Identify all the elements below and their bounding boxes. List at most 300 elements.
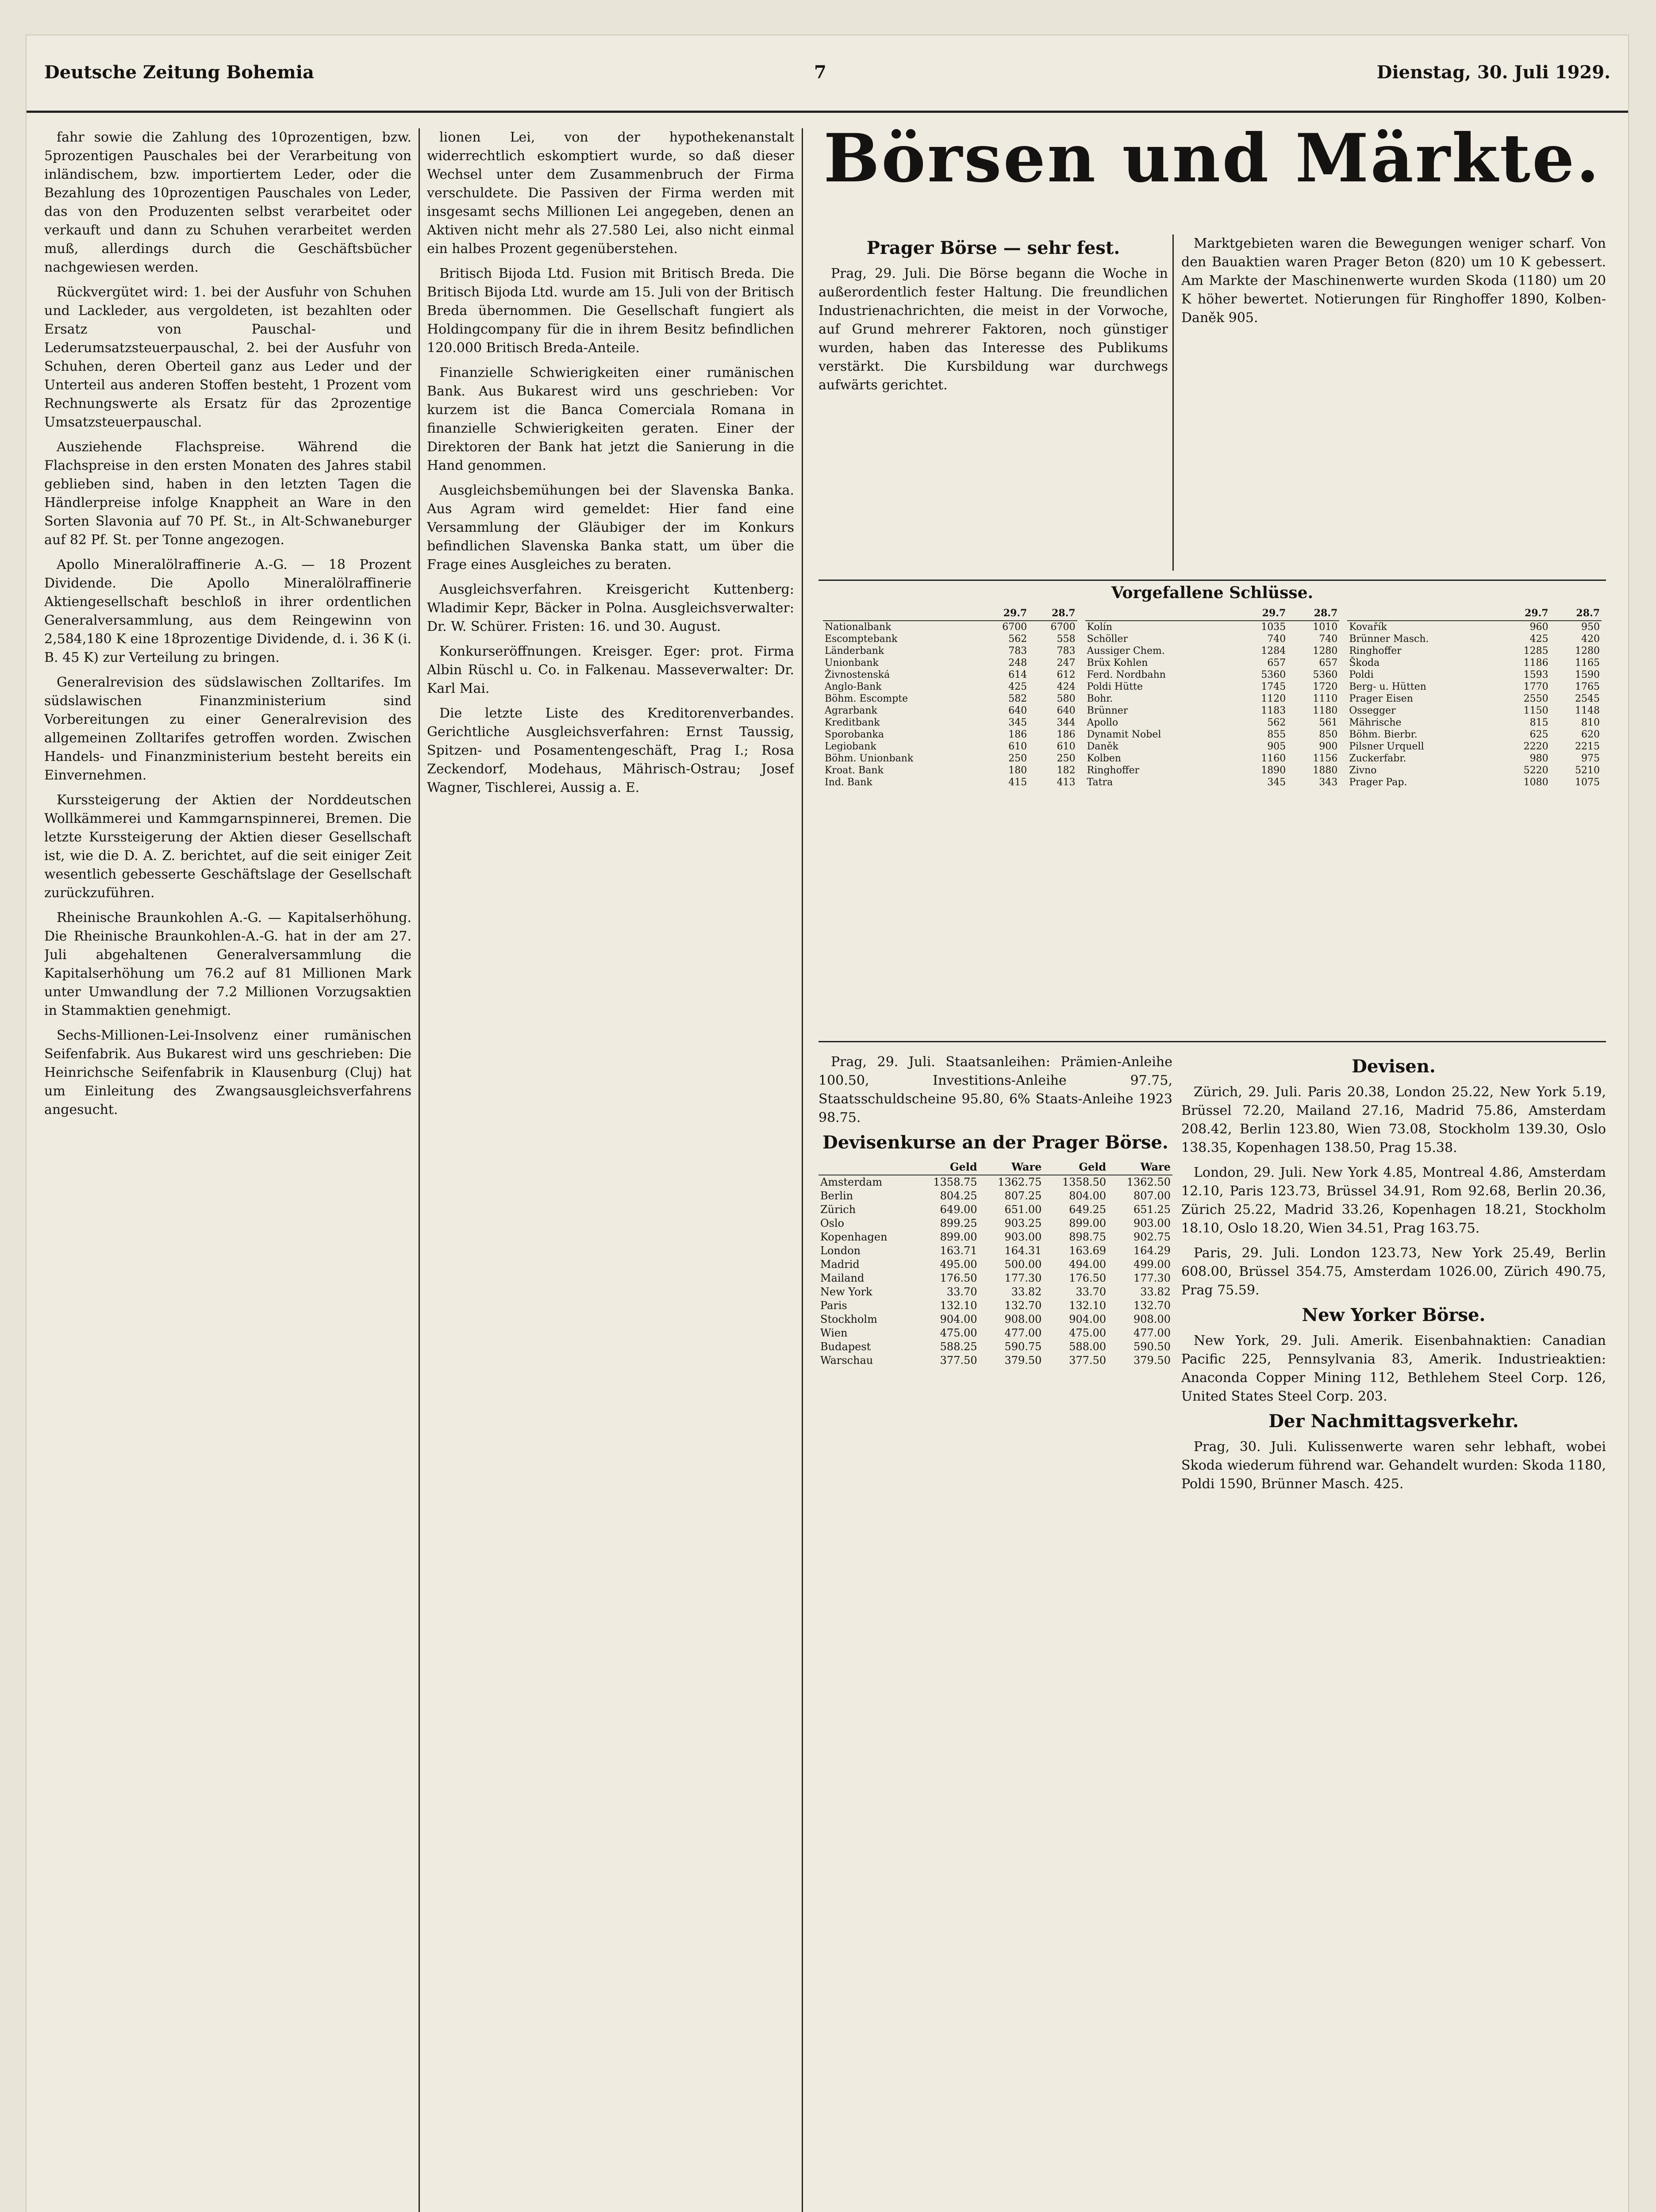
- table-cell: Kroat. Bank: [825, 765, 884, 776]
- subsection-heading: Der Nachmittagsverkehr.: [1268, 1411, 1519, 1432]
- table-cell: 164.31: [1004, 1244, 1042, 1257]
- table-row: [1347, 669, 1602, 681]
- table-cell: 180: [1008, 765, 1027, 776]
- table-cell: 132.10: [1069, 1299, 1107, 1312]
- table-cell: 649.25: [1069, 1203, 1107, 1216]
- table-cell: 904.00: [1069, 1313, 1107, 1325]
- table-row: [1085, 764, 1340, 776]
- column-header: [823, 607, 980, 621]
- table-cell: 1358.75: [933, 1176, 977, 1188]
- table-cell: 1035: [1261, 622, 1286, 633]
- table-cell: 783: [1057, 645, 1076, 657]
- column-rule: [802, 128, 803, 2212]
- table-cell: Ossegger: [1349, 705, 1396, 716]
- table-cell: 908.00: [1004, 1313, 1042, 1325]
- table-row: [1085, 776, 1340, 788]
- table-cell: Paris: [820, 1299, 847, 1312]
- table-cell: 500.00: [1004, 1258, 1042, 1271]
- table-cell: 377.50: [1069, 1354, 1107, 1367]
- masthead-title: Deutsche Zeitung Bohemia: [44, 62, 314, 83]
- table-cell: Anglo-Bank: [825, 681, 882, 692]
- table-cell: 425: [1008, 681, 1027, 692]
- table-cell: 424: [1057, 681, 1076, 692]
- table-cell: Agrarbank: [825, 705, 877, 716]
- table-row: [1347, 705, 1602, 717]
- table-cell: Kovařík: [1349, 622, 1387, 633]
- closing-prices-table: [818, 580, 1606, 1042]
- table-columns: [818, 607, 1606, 788]
- table-cell: London: [820, 1244, 861, 1257]
- table-cell: 1285: [1523, 645, 1548, 657]
- table-cell: Sporobanka: [825, 729, 884, 740]
- table-cell: 614: [1008, 669, 1027, 680]
- table-cell: 1010: [1313, 622, 1338, 633]
- subsection-heading: New Yorker Börse.: [1302, 1305, 1486, 1325]
- table-cell: 950: [1581, 622, 1600, 633]
- table-row: [1085, 693, 1340, 705]
- table-cell: Stockholm: [820, 1313, 877, 1325]
- article-paragraph: fahr sowie die Zahlung des 10prozentigen, bzw. 5prozentigen Pauschales bei der Verarbeitung von inländischem, bzw. importiertem Leder, oder die Bezahlung des 10prozentigen Pauschales von Leder, das von den Produzenten selbst verarbeitet oder verkauft und dann zu Schuhen verarbeitet werden muß, allerdings durch die Geschäftsbücher nachgewiesen werden.: [44, 130, 411, 275]
- column-header: 28.7: [1287, 607, 1339, 621]
- table-cell: 475.00: [1069, 1327, 1107, 1339]
- table-cell: 1890: [1261, 765, 1286, 776]
- newspaper-page: [27, 35, 1628, 2212]
- table-cell: 477.00: [1133, 1327, 1171, 1339]
- table-cell: 610: [1057, 741, 1076, 752]
- table-cell: 1593: [1523, 669, 1548, 680]
- table-cell: 903.25: [1004, 1217, 1042, 1229]
- table-cell: Budapest: [820, 1340, 871, 1353]
- table-cell: 377.50: [940, 1354, 977, 1367]
- table-row: [1085, 741, 1340, 753]
- table-cell: Berlin: [820, 1190, 853, 1202]
- table-cell: 5360: [1313, 669, 1338, 680]
- table-cell: 562: [1008, 634, 1027, 645]
- table-cell: 657: [1319, 657, 1338, 668]
- table-cell: 5210: [1575, 765, 1600, 776]
- table-row: [1085, 717, 1340, 729]
- table-cell: Wien: [820, 1327, 848, 1339]
- column-header: Ware: [979, 1159, 1044, 1175]
- table-cell: 562: [1267, 717, 1286, 728]
- table-row: [823, 741, 1077, 753]
- table-cell: 495.00: [940, 1258, 977, 1271]
- table-cell: 807.25: [1004, 1190, 1042, 1202]
- article-paragraph: Rheinische Braunkohlen A.-G. — Kapitalserhöhung. Die Rheinische Braunkohlen-A.-G. hat in der am 27. Juli abgehaltenen Generalversammlung die Kapitalserhöhung um 76.2 auf 81 Millionen Mark unter Umwandlung der 7.2 Millionen Vorzugsaktien in Stammaktien genehmigt.: [44, 910, 411, 1018]
- table-cell: 1165: [1575, 657, 1600, 668]
- table-cell: 247: [1057, 657, 1076, 668]
- price-subtable: [1085, 607, 1340, 788]
- table-row: [1085, 705, 1340, 717]
- table-cell: 903.00: [1004, 1231, 1042, 1243]
- table-cell: 620: [1581, 729, 1600, 740]
- table-cell: 1358.50: [1062, 1176, 1107, 1188]
- article-paragraph: Finanzielle Schwierigkeiten einer rumänischen Bank. Aus Bukarest wird uns geschrieben: Vor kurzem ist die Banca Comerciala Romana in finanzielle Schwierigkeiten geraten. Einer der Direktoren der Bank hat jetzt die Sanierung in die Hand genommen.: [427, 365, 794, 473]
- article-paragraph: Generalrevision des südslawischen Zolltarifes. Im südslawischen Finanzministerium sind Vorbereitungen zu einer Generalrevision des allgemeinen Zolltarifes getroffen worden. Zwischen Handels- und Finanzministerium besteht bereits ein Einvernehmen.: [44, 675, 411, 783]
- table-row: [1085, 669, 1340, 681]
- table-cell: 1183: [1261, 705, 1286, 716]
- table-cell: 2545: [1575, 693, 1600, 704]
- column-header: 29.7: [1236, 607, 1287, 621]
- table-cell: 132.70: [1133, 1299, 1171, 1312]
- article-paragraph: New York, 29. Juli. Amerik. Eisenbahnaktien: Canadian Pacific 225, Pennsylvania 83, Amerik. Industrieaktien: Anaconda Copper Mining 112, Bethlehem Steel Corp. 126, United States Steel Corp. 203.: [1181, 1333, 1606, 1404]
- subsection-heading: Devisenkurse an der Prager Börse.: [822, 1132, 1168, 1153]
- article-paragraph: Paris, 29. Juli. London 123.73, New York 25.49, Berlin 608.00, Brüssel 354.75, Amsterdam 1026.00, Zürich 490.75, Prag 75.59.: [1181, 1245, 1606, 1298]
- table-cell: 804.25: [940, 1190, 977, 1202]
- table-row: [818, 1326, 1172, 1340]
- table-cell: Legiobank: [825, 741, 876, 752]
- table-cell: 5220: [1523, 765, 1548, 776]
- table-row: [823, 633, 1077, 645]
- table-cell: Madrid: [820, 1258, 860, 1271]
- table-cell: 1765: [1575, 681, 1600, 692]
- table-row: [1347, 693, 1602, 705]
- table-cell: Poldi: [1349, 669, 1374, 680]
- table-cell: Škoda: [1349, 657, 1380, 668]
- table-cell: 905: [1267, 741, 1286, 752]
- table-cell: Amsterdam: [820, 1176, 883, 1188]
- table-cell: 132.70: [1004, 1299, 1042, 1312]
- price-subtable: [823, 607, 1077, 788]
- table-cell: Mährische: [1349, 717, 1402, 728]
- table-cell: 186: [1008, 729, 1027, 740]
- table-cell: 900: [1319, 741, 1338, 752]
- column-1: [44, 128, 411, 2212]
- table-cell: 2220: [1523, 741, 1548, 752]
- table-cell: Prager Pap.: [1349, 777, 1407, 788]
- table-cell: 163.71: [940, 1244, 977, 1257]
- table-row: [823, 776, 1077, 788]
- table-cell: Berg- u. Hütten: [1349, 681, 1426, 692]
- table-row: [1347, 717, 1602, 729]
- issue-date: Dienstag, 30. Juli 1929.: [1376, 62, 1610, 83]
- table-cell: Unionbank: [825, 657, 879, 668]
- subsection-heading: Prager Börse — sehr fest.: [866, 238, 1120, 258]
- table-cell: Daněk: [1087, 741, 1118, 752]
- table-cell: Böhm. Escompte: [825, 693, 908, 704]
- article-paragraph: Rückvergütet wird: 1. bei der Ausfuhr von Schuhen und Lackleder, aus vergoldeten, ist bezahlten oder Ersatz von Pauschal- und Lederumsatzsteuerpauschal, 2. bei der Ausfuhr von Schuhen, deren Oberteil ganz aus Leder und der Unterteil aus anderen Stoffen besteht, 1 Prozent vom Rechnungswerte als Ersatz für das 2prozentige Umsatzsteuerpauschal.: [44, 284, 411, 430]
- table-cell: 477.00: [1004, 1327, 1042, 1339]
- table-cell: 182: [1057, 765, 1076, 776]
- article-paragraph: Ausgleichsverfahren. Kreisgericht Kuttenberg: Wladimir Kepr, Bäcker in Polna. Ausgleichsverwalter: Dr. W. Schürer. Fristen: 16. und 30. August.: [427, 582, 794, 634]
- table-cell: Aussiger Chem.: [1087, 645, 1165, 657]
- table-cell: Warschau: [820, 1354, 873, 1367]
- table-cell: 904.00: [940, 1313, 977, 1325]
- table-cell: 343: [1319, 777, 1338, 788]
- table-cell: Pilsner Urquell: [1349, 741, 1424, 752]
- article-paragraph: Prag, 30. Juli. Kulissenwerte waren sehr lebhaft, wobei Skoda wiederum führend war. Gehandelt wurden: Skoda 1180, Poldi 1590, Brünner Masch. 425.: [1181, 1439, 1606, 1492]
- table-cell: 590.50: [1133, 1340, 1171, 1353]
- table-cell: Ind. Bank: [825, 777, 872, 788]
- article-paragraph: lionen Lei, von der hypothekenanstalt widerrechtlich eskomptiert wurde, so daß dieser Wechsel unter dem Zusammenbruch der Firma verschuldete. Die Passiven der Firma werden mit insgesamt sechs Millionen Lei angegeben, denen an Aktiven nicht mehr als 27.580 Lei, also nicht einmal ein halbes Prozent gegenüberstehen.: [427, 130, 794, 257]
- article-paragraph: Die letzte Liste des Kreditorenverbandes. Gerichtliche Ausgleichsverfahren: Ernst Taussig, Spitzen- und Posamentengeschäft, Prag I.; Rosa Zeckendorf, Modehaus, Mährisch-Ostrau; Josef Wagner, Tischlerei, Aussig a. E.: [427, 706, 794, 795]
- table-cell: 1148: [1575, 705, 1600, 716]
- table-cell: Apollo: [1087, 717, 1118, 728]
- table-cell: 176.50: [940, 1272, 977, 1284]
- table-cell: 1280: [1313, 645, 1338, 657]
- table-cell: Escomptebank: [825, 634, 898, 645]
- table-cell: 908.00: [1133, 1313, 1171, 1325]
- table-row: [818, 1299, 1172, 1313]
- table-row: [823, 657, 1077, 669]
- table-cell: 132.10: [940, 1299, 977, 1312]
- table-cell: 899.00: [1069, 1217, 1107, 1229]
- table-cell: 1720: [1313, 681, 1338, 692]
- table-row: [1085, 753, 1340, 764]
- table-row: [823, 717, 1077, 729]
- table-row: [818, 1217, 1172, 1230]
- table-row: [1085, 645, 1340, 657]
- table-cell: 899.25: [940, 1217, 977, 1229]
- article-paragraph: Britisch Bijoda Ltd. Fusion mit Britisch Breda. Die Britisch Bijoda Ltd. wurde am 15. Juli von der Britisch Breda übernommen. Die Gesellschaft fungiert als Holdingcompany für die in ihrem Besitz befindlichen 120.000 Britisch Breda-Anteile.: [427, 266, 794, 356]
- table-cell: 1156: [1313, 753, 1338, 764]
- table-row: [823, 729, 1077, 741]
- table-row: [1347, 657, 1602, 669]
- column-rule: [419, 128, 420, 2212]
- table-cell: Zivno: [1349, 765, 1377, 776]
- table-row: [1347, 681, 1602, 693]
- table-cell: 590.75: [1004, 1340, 1042, 1353]
- table-cell: 640: [1057, 705, 1076, 716]
- table-cell: Brünner Masch.: [1349, 634, 1429, 645]
- table-cell: Tatra: [1087, 777, 1113, 788]
- table-cell: Poldi Hütte: [1087, 681, 1143, 692]
- table-cell: 345: [1008, 717, 1027, 728]
- table-row: [1347, 621, 1602, 633]
- table-cell: Brünner: [1087, 705, 1128, 716]
- table-cell: Oslo: [820, 1217, 845, 1229]
- table-row: [1085, 633, 1340, 645]
- article-paragraph: Zürich, 29. Juli. Paris 20.38, London 25.22, New York 5.19, Brüssel 72.20, Mailand 27.16, Madrid 75.86, Amsterdam 208.42, Berlin 123.80, Wien 73.08, Stockholm 139.30, Oslo 138.35, Kopenhagen 138.50, Prag 15.38.: [1181, 1084, 1606, 1156]
- price-subtable: [1347, 607, 1602, 788]
- table-row: [1085, 657, 1340, 669]
- table-cell: 903.00: [1133, 1217, 1171, 1229]
- table-cell: 250: [1057, 753, 1076, 764]
- table-cell: Zuckerfabr.: [1349, 753, 1406, 764]
- table-cell: 561: [1319, 717, 1338, 728]
- table-cell: 804.00: [1069, 1190, 1107, 1202]
- article-paragraph: Ausgleichsbemühungen bei der Slavenska Banka. Aus Agram wird gemeldet: Hier fand eine Versammlung der Gläubiger der im Konkurs befindlichen Slavenska Banka statt, um über die Frage eines Ausgleiches zu beraten.: [427, 483, 794, 572]
- column-header: [1347, 607, 1498, 621]
- article-paragraph: Prag, 29. Juli. Staatsanleihen: Prämien-Anleihe 100.50, Investitions-Anleihe 97.75, Staatsschuldscheine 95.80, 6% Staats-Anleihe 1923 98.75.: [818, 1054, 1172, 1125]
- table-cell: 494.00: [1069, 1258, 1107, 1271]
- table-cell: 250: [1008, 753, 1027, 764]
- table-cell: Länderbank: [825, 645, 884, 657]
- table-cell: Böhm. Unionbank: [825, 753, 914, 764]
- table-cell: 657: [1267, 657, 1286, 668]
- table-cell: 33.82: [1140, 1286, 1171, 1298]
- table-cell: 1075: [1575, 777, 1600, 788]
- table-row: [818, 1271, 1172, 1285]
- section-title: Börsen und Märkte.: [823, 119, 1601, 197]
- table-cell: 898.75: [1069, 1231, 1107, 1243]
- table-cell: 1160: [1261, 753, 1286, 764]
- table-cell: 2550: [1523, 693, 1548, 704]
- table-cell: 415: [1008, 777, 1027, 788]
- table-cell: 1745: [1261, 681, 1286, 692]
- table-cell: 582: [1008, 693, 1027, 704]
- table-cell: 580: [1057, 693, 1076, 704]
- table-cell: New York: [820, 1286, 872, 1298]
- column-header: 28.7: [1029, 607, 1077, 621]
- table-cell: Kopenhagen: [820, 1231, 888, 1243]
- table-row: [818, 1189, 1172, 1203]
- table-row: [1347, 633, 1602, 645]
- market-report-column: [1181, 234, 1606, 571]
- column-header: 28.7: [1550, 607, 1602, 621]
- table-cell: 640: [1008, 705, 1027, 716]
- table-cell: 975: [1581, 753, 1600, 764]
- table-cell: 1880: [1313, 765, 1338, 776]
- table-title: Vorgefallene Schlüsse.: [1111, 584, 1314, 602]
- table-row: [1347, 741, 1602, 753]
- column-2: [427, 128, 794, 2212]
- table-cell: 344: [1057, 717, 1076, 728]
- table-cell: 588.25: [940, 1340, 977, 1353]
- table-row: [1085, 621, 1340, 633]
- table-row: [818, 1313, 1172, 1326]
- table-cell: Kreditbank: [825, 717, 880, 728]
- table-cell: Ferd. Nordbahn: [1087, 669, 1166, 680]
- table-row: [818, 1230, 1172, 1244]
- table-cell: 1080: [1523, 777, 1548, 788]
- table-row: [1347, 764, 1602, 776]
- table-row: [1347, 729, 1602, 741]
- table-cell: 625: [1529, 729, 1548, 740]
- table-cell: 6700: [1002, 622, 1027, 633]
- table-cell: 163.69: [1069, 1244, 1107, 1257]
- table-cell: 379.50: [1133, 1354, 1171, 1367]
- table-cell: 345: [1267, 777, 1286, 788]
- column-header: [818, 1159, 914, 1175]
- table-cell: 588.00: [1069, 1340, 1107, 1353]
- currency-table: [818, 1159, 1172, 1367]
- article-paragraph: Ausziehende Flachspreise. Während die Flachspreise in den ersten Monaten des Jahres stabil geblieben sind, haben in den letzten Tagen die Händlerpreise infolge Knappheit an Ware in den Sorten Slavonia auf 70 Pf. St., in Alt-Schwaneburger auf 82 Pf. St. per Tonne angezogen.: [44, 439, 411, 548]
- table-cell: 850: [1319, 729, 1338, 740]
- table-cell: 612: [1057, 669, 1076, 680]
- table-cell: 558: [1057, 634, 1076, 645]
- table-cell: Zürich: [820, 1203, 856, 1216]
- table-cell: 1362.50: [1126, 1176, 1171, 1188]
- table-cell: 1186: [1523, 657, 1548, 668]
- table-cell: Nationalbank: [825, 622, 891, 633]
- table-cell: 855: [1267, 729, 1286, 740]
- article-paragraph: Kurssteigerung der Aktien der Norddeutschen Wollkämmerei und Kammgarnspinnerei, Bremen. Die letzte Kurssteigerung der Aktien dieser Gesellschaft ist, wie die D. A. Z. berichtet, auf die seit einiger Zeit wesentlich gebesserte Geschäftslage der Gesellschaft zurückzuführen.: [44, 792, 411, 901]
- table-cell: 1150: [1523, 705, 1548, 716]
- column-header: 29.7: [980, 607, 1029, 621]
- table-cell: Bohr.: [1087, 693, 1113, 704]
- table-cell: 980: [1529, 753, 1548, 764]
- table-cell: 379.50: [1004, 1354, 1042, 1367]
- table-row: [1085, 729, 1340, 741]
- table-cell: 33.82: [1011, 1286, 1042, 1298]
- table-cell: 815: [1529, 717, 1548, 728]
- article-paragraph: Marktgebieten waren die Bewegungen weniger scharf. Von den Bauaktien waren Prager Beton (820) um 10 K gebessert. Am Markte der Maschinenwerte wurden Skoda (1180) um 20 K höher bewertet. Notierungen für Ringhoffer 1890, Kolben-Daněk 905.: [1181, 236, 1606, 326]
- table-cell: 1770: [1523, 681, 1548, 692]
- table-cell: 499.00: [1133, 1258, 1171, 1271]
- table-cell: 248: [1008, 657, 1027, 668]
- lower-left-column: [818, 1053, 1172, 2212]
- column-header: Ware: [1108, 1159, 1172, 1175]
- table-cell: 1284: [1261, 645, 1286, 657]
- table-row: [1347, 645, 1602, 657]
- column-header: Geld: [1043, 1159, 1108, 1175]
- table-cell: Mailand: [820, 1272, 865, 1284]
- table-cell: 475.00: [940, 1327, 977, 1339]
- table-cell: Prager Eisen: [1349, 693, 1413, 704]
- table-row: [1347, 753, 1602, 764]
- table-row: [818, 1340, 1172, 1354]
- article-paragraph: Sechs-Millionen-Lei-Insolvenz einer rumänischen Seifenfabrik. Aus Bukarest wird uns geschrieben: Die Heinrichsche Seifenfabrik in Klausenburg (Cluj) hat um Einleitung des Zwangsausgleichsverfahrens angesucht.: [44, 1028, 411, 1118]
- table-row: [823, 669, 1077, 681]
- table-row: [818, 1285, 1172, 1299]
- table-cell: Dynamit Nobel: [1087, 729, 1161, 740]
- table-cell: 810: [1581, 717, 1600, 728]
- table-row: [818, 1258, 1172, 1271]
- table-row: [823, 621, 1077, 633]
- table-cell: Ringhoffer: [1087, 765, 1140, 776]
- table-row: [1085, 681, 1340, 693]
- column-header: 29.7: [1498, 607, 1550, 621]
- column-header: Geld: [914, 1159, 979, 1175]
- table-row: [818, 1244, 1172, 1258]
- table-cell: 177.30: [1004, 1272, 1042, 1284]
- table-cell: 1120: [1261, 693, 1286, 704]
- lower-right-column: [1181, 1053, 1606, 2212]
- table-row: [823, 764, 1077, 776]
- table-row: [1347, 776, 1602, 788]
- table-cell: 651.00: [1004, 1203, 1042, 1216]
- table-cell: 610: [1008, 741, 1027, 752]
- table-cell: Brüx Kohlen: [1087, 657, 1148, 668]
- table-cell: 176.50: [1069, 1272, 1107, 1284]
- table-cell: 783: [1008, 645, 1027, 657]
- table-cell: 425: [1529, 634, 1548, 645]
- table-row: [818, 1203, 1172, 1217]
- table-cell: 1590: [1575, 669, 1600, 680]
- table-row: [818, 1175, 1172, 1189]
- table-cell: Kolben: [1087, 753, 1122, 764]
- table-cell: 5360: [1261, 669, 1286, 680]
- table-row: [823, 693, 1077, 705]
- table-cell: Živnostenská: [825, 669, 890, 680]
- article-paragraph: London, 29. Juli. New York 4.85, Montreal 4.86, Amsterdam 12.10, Paris 123.73, Brüssel 34.91, Rom 92.68, Berlin 20.36, Zürich 25.22, Madrid 33.26, Kopenhagen 18.21, Stockholm 18.10, Oslo 18.20, Wien 34.51, Prag 163.75.: [1181, 1165, 1606, 1236]
- table-cell: 740: [1319, 634, 1338, 645]
- table-cell: 740: [1267, 634, 1286, 645]
- table-cell: 6700: [1050, 622, 1076, 633]
- page-header: [27, 44, 1628, 113]
- table-cell: 899.00: [940, 1231, 977, 1243]
- table-row: [823, 753, 1077, 764]
- table-cell: 1362.75: [998, 1176, 1042, 1188]
- table-cell: 413: [1057, 777, 1076, 788]
- table-cell: 177.30: [1133, 1272, 1171, 1284]
- table-cell: 651.25: [1133, 1203, 1171, 1216]
- page-number: 7: [814, 62, 826, 83]
- table-cell: 2215: [1575, 741, 1600, 752]
- table-cell: 420: [1581, 634, 1600, 645]
- column-header: [1085, 607, 1236, 621]
- table-cell: Kolín: [1087, 622, 1113, 633]
- article-paragraph: Apollo Mineralölraffinerie A.-G. — 18 Prozent Dividende. Die Apollo Mineralölraffinerie Aktiengesellschaft beschloß in ihrer ordentlichen Generalversammlung, aus dem Reingewinn von 2,584,180 K eine 18prozentige Dividende, d. i. 36 K (i. B. 45 K) zur Verteilung zu bringen.: [44, 557, 411, 665]
- column-rule: [1172, 234, 1174, 571]
- table-cell: 1180: [1313, 705, 1338, 716]
- table-cell: 164.29: [1133, 1244, 1171, 1257]
- table-row: [823, 705, 1077, 717]
- table-cell: 902.75: [1133, 1231, 1171, 1243]
- table-row: [818, 1354, 1172, 1367]
- prague-market-column: [818, 234, 1168, 571]
